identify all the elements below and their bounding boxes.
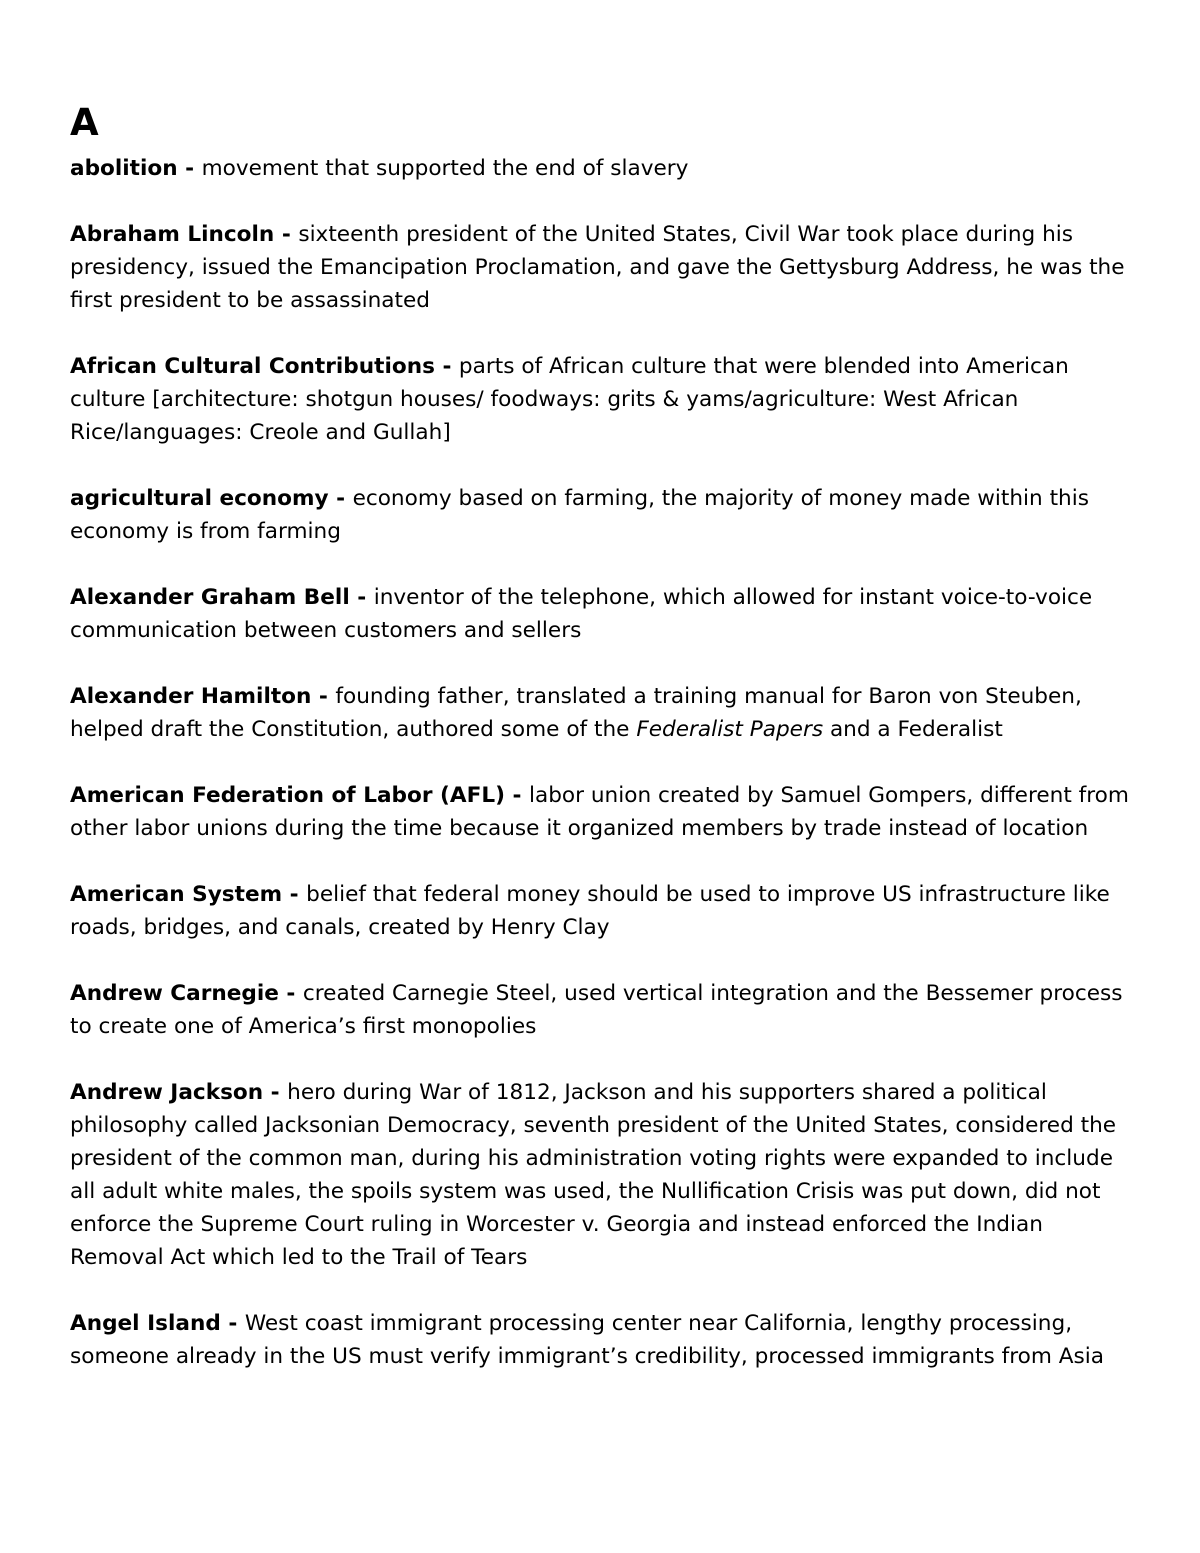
- glossary-page: [70, 100, 1140, 1406]
- entry-term: Alexander Graham Bell: [70, 585, 350, 610]
- entry-term: agricultural economy: [70, 486, 329, 511]
- entry-separator: -: [311, 684, 336, 709]
- entry-definition: inventor of the telephone, which allowed for instant voice-to-voice communication between customers and sellers: [70, 585, 1093, 643]
- entry-separator: -: [328, 486, 353, 511]
- glossary-entry: [70, 152, 1140, 185]
- entry-term: Andrew Jackson: [70, 1080, 264, 1105]
- entry-separator: -: [504, 783, 529, 808]
- entry-definition-end: and a Federalist: [823, 717, 1003, 742]
- entry-separator: -: [282, 882, 307, 907]
- glossary-entry: [70, 1076, 1140, 1274]
- entry-definition-italic: Federalist Papers: [636, 717, 824, 742]
- entry-definition: sixteenth president of the United States, Civil War took place during his presidency, issued the Emancipation Proclamation, and gave the Gettysburg Address, he was the first president to be assassinated: [70, 222, 1125, 313]
- glossary-entry: [70, 977, 1140, 1043]
- entry-separator: -: [434, 354, 459, 379]
- entry-separator: -: [349, 585, 374, 610]
- glossary-entry: [70, 680, 1140, 746]
- entry-term: Abraham Lincoln: [70, 222, 275, 247]
- entry-definition: hero during War of 1812, Jackson and his supporters shared a political philosophy called Jacksonian Democracy, seventh president of the United States, considered the president of the common man, during his administration voting rights were expanded to include all adult white males, the spoils system was used, the Nullification Crisis was put down, did not enforce the Supreme Court ruling in Worcester v. Georgia and instead enforced the Indian Removal Act which led to the Trail of Tears: [70, 1080, 1117, 1270]
- glossary-entry: [70, 1307, 1140, 1373]
- glossary-entry: [70, 779, 1140, 845]
- section-heading: A: [70, 101, 99, 144]
- glossary-entry: [70, 218, 1140, 317]
- entry-separator: -: [263, 1080, 288, 1105]
- glossary-entry: [70, 482, 1140, 548]
- entry-separator: -: [278, 981, 303, 1006]
- entry-term: American Federation of Labor (AFL): [70, 783, 505, 808]
- entry-definition: parts of African culture that were blended into American culture [architecture: shotgun houses/ foodways: grits & yams/agriculture: West African Rice/languages: Creole and Gullah]: [70, 354, 1069, 445]
- entry-term: Angel Island: [70, 1311, 221, 1336]
- entry-definition: created Carnegie Steel, used vertical integration and the Bessemer process to create one of America’s first monopolies: [70, 981, 1123, 1039]
- entry-term: abolition: [70, 156, 178, 181]
- glossary-entry: [70, 878, 1140, 944]
- entry-term: American System: [70, 882, 283, 907]
- entry-definition: movement that supported the end of slavery: [201, 156, 689, 181]
- glossary-entry: [70, 350, 1140, 449]
- entry-term: Andrew Carnegie: [70, 981, 279, 1006]
- entry-definition: belief that federal money should be used to improve US infrastructure like roads, bridges, and canals, created by Henry Clay: [70, 882, 1110, 940]
- entry-definition-start: founding father, translated a training manual for Baron von Steuben, helped draft the Constitution, authored some of the: [70, 684, 1082, 742]
- entry-definition: economy based on farming, the majority of money made within this economy is from farming: [70, 486, 1089, 544]
- entry-definition: West coast immigrant processing center near California, lengthy processing, someone already in the US must verify immigrant’s credibility, processed immigrants from Asia: [70, 1311, 1104, 1369]
- entry-separator: -: [274, 222, 299, 247]
- entry-term: African Cultural Contributions: [70, 354, 435, 379]
- entry-definition: labor union created by Samuel Gompers, different from other labor unions during the time because it organized members by trade instead of location: [70, 783, 1129, 841]
- entry-separator: -: [220, 1311, 245, 1336]
- glossary-entry: [70, 581, 1140, 647]
- entry-term: Alexander Hamilton: [70, 684, 312, 709]
- entry-separator: -: [177, 156, 202, 181]
